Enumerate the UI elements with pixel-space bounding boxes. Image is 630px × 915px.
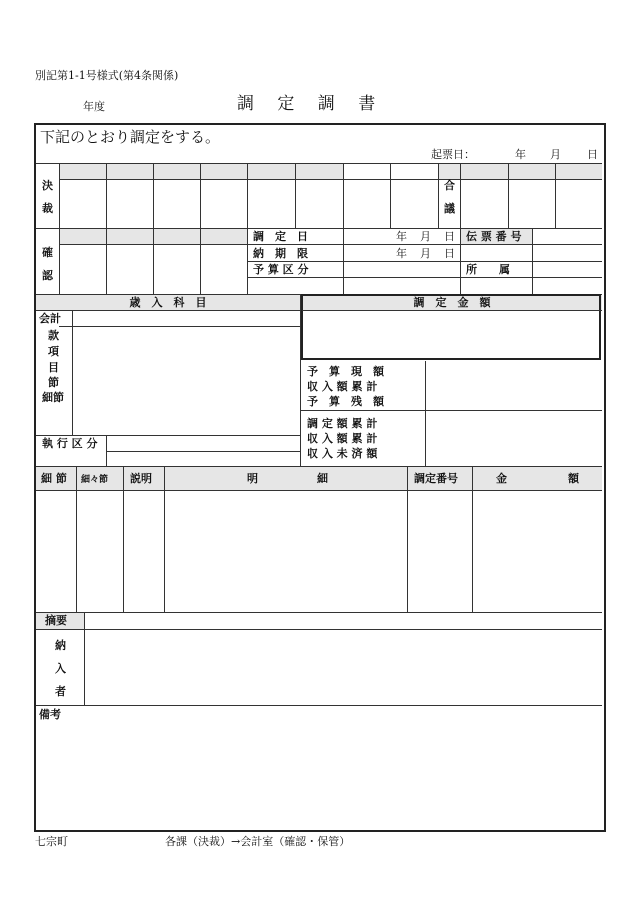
kihyo-year: 年 xyxy=(515,148,526,161)
detail-header-sai: 細 xyxy=(317,472,328,485)
tekiyo-label: 摘要 xyxy=(45,614,67,627)
biko-label: 備考 xyxy=(39,708,61,721)
kamoku-setsu: 節 xyxy=(48,376,59,389)
kihyo-day: 日 xyxy=(587,148,598,161)
detail-header-mei: 明 xyxy=(247,472,258,485)
nonyusha-char-2: 入 xyxy=(55,662,66,675)
kamoku-saisetsu: 細節 xyxy=(42,391,64,404)
kamoku-ko: 項 xyxy=(48,345,59,358)
detail-header-saisaisetsu: 細々節 xyxy=(81,475,109,485)
form-reference: 別記第1-1号様式(第4条関係) xyxy=(35,69,179,82)
kihyo-month: 月 xyxy=(550,148,561,161)
chotei-bi-month: 月 xyxy=(420,230,431,243)
nonyusha-char-3: 者 xyxy=(55,685,66,698)
kessai-char-2: 裁 xyxy=(42,202,53,215)
noki-gen-month: 月 xyxy=(420,247,431,260)
kakunin-char-1: 確 xyxy=(42,246,53,259)
noki-gen-label: 納 期 限 xyxy=(253,247,308,260)
detail-header-setsumei: 説明 xyxy=(130,472,152,485)
aigi-char-2: 議 xyxy=(444,202,455,215)
shunyu-ruikei-1: 収 入 額 累 計 xyxy=(307,380,378,393)
chotei-bi-label: 調 定 日 xyxy=(253,230,308,243)
noki-gen-day: 日 xyxy=(444,247,455,260)
sainyu-kamoku-header: 歳 入 科 目 xyxy=(129,296,207,309)
shikko-kubun-label: 執 行 区 分 xyxy=(42,437,98,450)
noki-gen-year: 年 xyxy=(396,247,407,260)
kessai-header-shade xyxy=(59,164,343,179)
kihyo-label: 起票日： xyxy=(431,148,475,161)
page-title: 調 定 調 書 xyxy=(237,94,385,114)
kamoku-kan: 款 xyxy=(48,329,59,342)
shunyu-ruikei-2: 収 入 額 累 計 xyxy=(307,432,378,445)
nonyusha-char-1: 納 xyxy=(55,639,66,652)
denpyo-bango-label: 伝 票 番 号 xyxy=(466,230,522,243)
kakunin-char-2: 認 xyxy=(42,269,53,282)
chotei-ruikei: 調 定 額 累 計 xyxy=(307,417,378,430)
yosan-gengaku: 予 算 現 額 xyxy=(307,365,384,378)
yosan-zangaku: 予 算 残 額 xyxy=(307,395,384,408)
detail-header-saisetsu: 細 節 xyxy=(41,472,67,485)
yosan-kubun-label: 予 算 区 分 xyxy=(253,263,309,276)
kamoku-moku: 目 xyxy=(48,361,59,374)
intro-text: 下記のとおり調定をする。 xyxy=(40,128,221,146)
detail-header-kin: 金 xyxy=(496,472,507,485)
aigi-header-shade xyxy=(438,164,602,179)
kaikei-label: 会計 xyxy=(39,312,61,325)
chotei-bi-year: 年 xyxy=(396,230,407,243)
footer-routing: 各課（決裁）→会計室（確認・保管） xyxy=(165,835,351,848)
shunyu-misai: 収 入 未 済 額 xyxy=(307,447,378,460)
footer-town: 七宗町 xyxy=(35,835,68,848)
kessai-char-1: 決 xyxy=(42,179,53,192)
detail-header-gaku: 額 xyxy=(568,472,579,485)
chotei-bi-day: 日 xyxy=(444,230,455,243)
fiscal-year-label: 年度 xyxy=(83,100,105,113)
shozoku-label: 所 属 xyxy=(466,263,510,276)
chotei-kingaku-header: 調 定 金 額 xyxy=(413,296,491,309)
aigi-char-1: 合 xyxy=(444,179,455,192)
detail-header-chotei-bango: 調定番号 xyxy=(414,472,458,485)
